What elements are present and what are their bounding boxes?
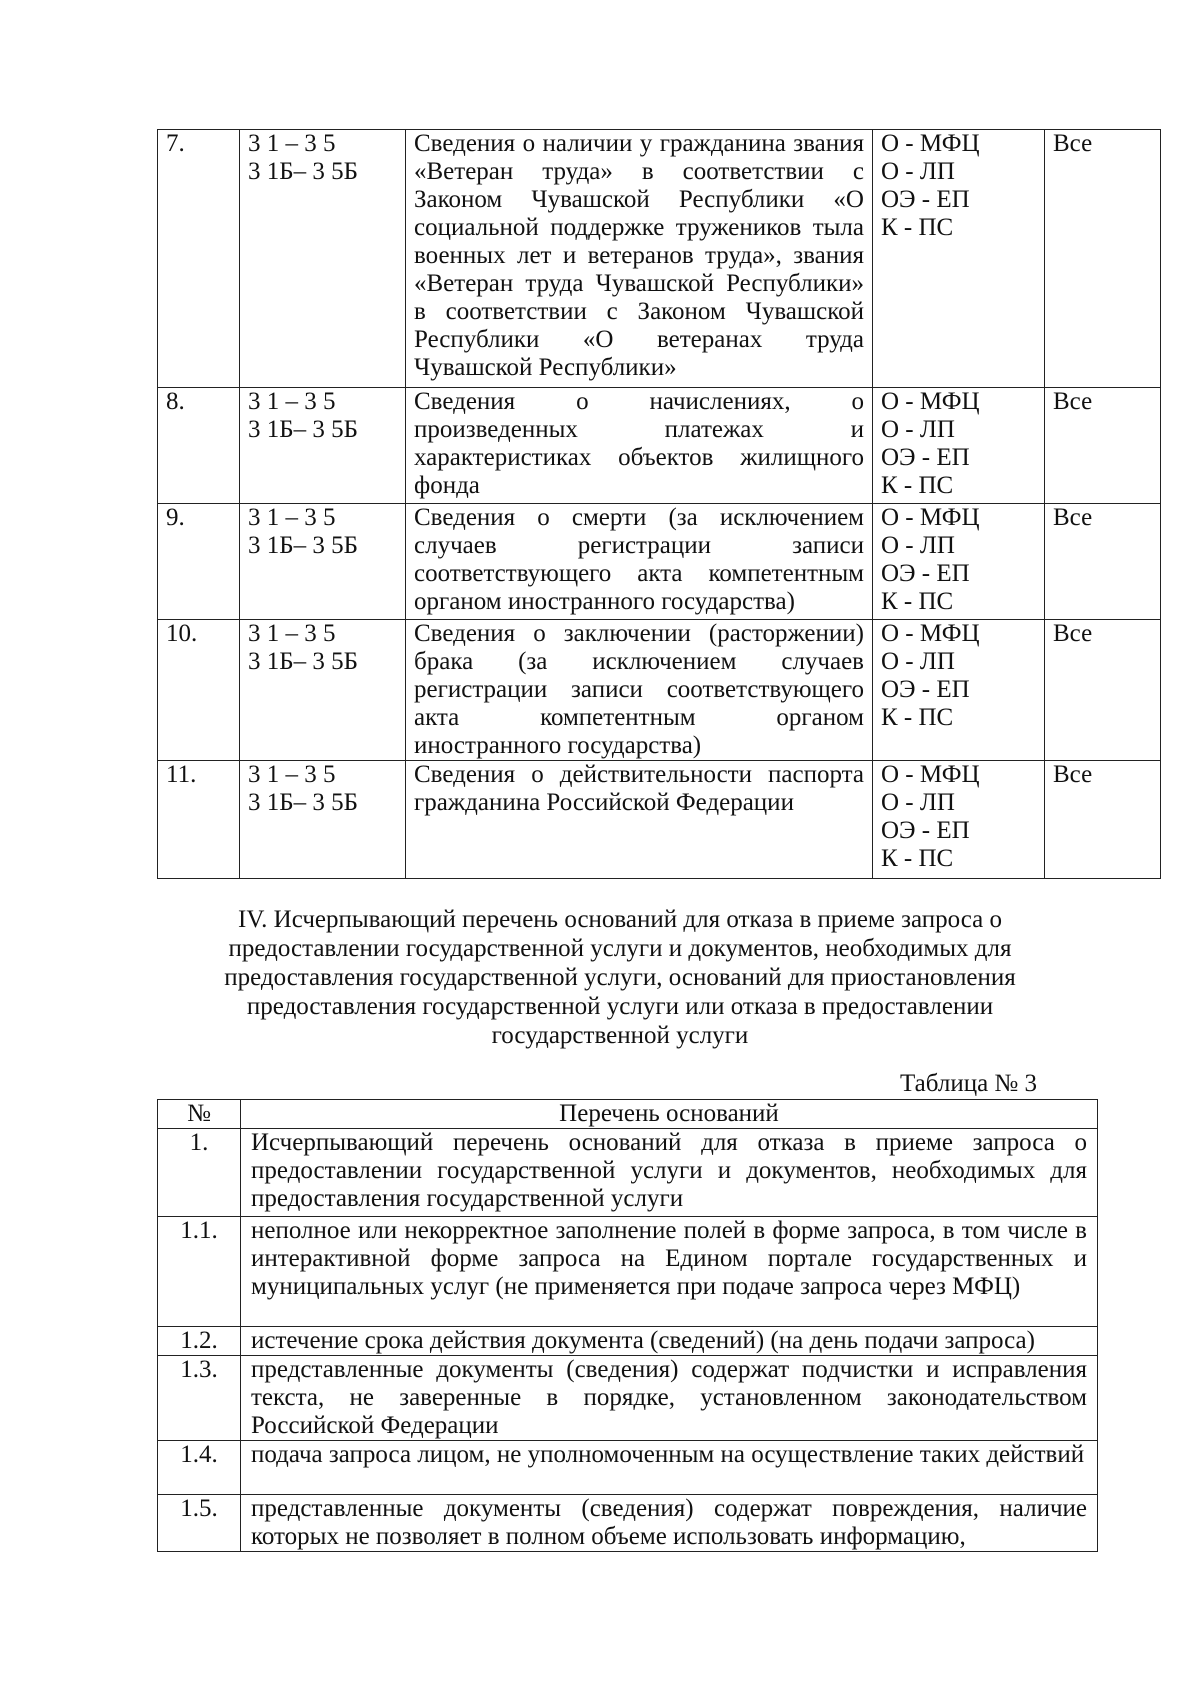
method-item: О - МФЦ: [881, 504, 980, 531]
row-methods: [873, 761, 1045, 879]
row-number: 9.: [158, 504, 240, 620]
table-row: [158, 1129, 1098, 1217]
row-number: 1.: [158, 1129, 241, 1217]
codes-line: 3 1Б– 3 5Б: [248, 789, 358, 816]
row-scope: Все: [1045, 504, 1161, 620]
row-number: 1.5.: [158, 1495, 241, 1552]
method-item: К - ПС: [881, 472, 954, 499]
table-row: [158, 1495, 1098, 1552]
table-row: [158, 1217, 1098, 1327]
method-item: О - МФЦ: [881, 130, 980, 157]
method-item: К - ПС: [881, 214, 954, 241]
row-description: Сведения о наличии у гражданина звания «Ветеран труда» в соответствии с Законом Чувашской Республики «О социальной поддержке тружеников тыла военных лет и ветеранов труда», звания «Ветеран труда Чувашской Республики» в соответствии с Законом Чувашской Республики «О ветеранах труда Чувашской Республики»: [406, 130, 873, 388]
method-item: О - МФЦ: [881, 620, 980, 647]
row-number: 1.4.: [158, 1441, 241, 1495]
row-number: 1.1.: [158, 1217, 241, 1327]
row-description: Сведения о действительности паспорта гражданина Российской Федерации: [406, 761, 873, 879]
method-item: О - ЛП: [881, 648, 955, 675]
method-item: К - ПС: [881, 845, 954, 872]
section-heading: IV. Исчерпывающий перечень оснований для отказа в приеме запроса о предоставлении государственной услуги и документов, необходимых для предоставления государственной услуги, оснований для приостановления предоставления государственной услуги или отказа в предоставлении государственной услуги: [224, 906, 1016, 1049]
codes-line: 3 1 – 3 5: [248, 761, 336, 788]
services-table: [157, 129, 1161, 879]
codes-line: 3 1 – 3 5: [248, 620, 336, 647]
table-row: [158, 388, 1161, 504]
row-scope: Все: [1045, 130, 1161, 388]
table-row: [158, 130, 1161, 388]
table-row: [158, 1356, 1098, 1441]
row-ground-text: истечение срока действия документа (сведений) (на день подачи запроса): [241, 1327, 1098, 1356]
row-description: Сведения о начислениях, о произведенных платежах и характеристиках объектов жилищного фонда: [406, 388, 873, 504]
codes-line: 3 1Б– 3 5Б: [248, 532, 358, 559]
row-codes: [240, 620, 406, 761]
method-item: О - ЛП: [881, 158, 955, 185]
row-ground-text: неполное или некорректное заполнение полей в форме запроса, в том числе в интерактивной форме запроса на Едином портале государственных и муниципальных услуг (не применяется при подаче запроса через МФЦ): [241, 1217, 1098, 1327]
row-number: 11.: [158, 761, 240, 879]
row-ground-text: подача запроса лицом, не уполномоченным на осуществление таких действий: [241, 1441, 1098, 1495]
table-row: [158, 1441, 1098, 1495]
row-methods: [873, 388, 1045, 504]
row-number: 1.3.: [158, 1356, 241, 1441]
table-row: [158, 620, 1161, 761]
codes-line: 3 1 – 3 5: [248, 130, 336, 157]
method-item: О - ЛП: [881, 532, 955, 559]
method-item: К - ПС: [881, 704, 954, 731]
method-item: О - ЛП: [881, 789, 955, 816]
method-item: ОЭ - ЕП: [881, 186, 970, 213]
method-item: К - ПС: [881, 588, 954, 615]
row-number: 8.: [158, 388, 240, 504]
header-grounds: Перечень оснований: [241, 1100, 1098, 1129]
method-item: ОЭ - ЕП: [881, 560, 970, 587]
method-item: ОЭ - ЕП: [881, 676, 970, 703]
row-number: 10.: [158, 620, 240, 761]
method-item: ОЭ - ЕП: [881, 444, 970, 471]
row-description: Сведения о смерти (за исключением случаев регистрации записи соответствующего акта компетентным органом иностранного государства): [406, 504, 873, 620]
codes-line: 3 1Б– 3 5Б: [248, 158, 358, 185]
method-item: О - МФЦ: [881, 388, 980, 415]
row-ground-text: представленные документы (сведения) содержат подчистки и исправления текста, не заверенные в порядке, установленном законодательством Российской Федерации: [241, 1356, 1098, 1441]
refusal-grounds-table: [157, 1099, 1098, 1552]
row-ground-text: Исчерпывающий перечень оснований для отказа в приеме запроса о предоставлении государственной услуги и документов, необходимых для предоставления государственной услуги: [241, 1129, 1098, 1217]
codes-line: 3 1Б– 3 5Б: [248, 648, 358, 675]
row-scope: Все: [1045, 388, 1161, 504]
row-scope: Все: [1045, 620, 1161, 761]
table-caption: Таблица № 3: [900, 1070, 1038, 1097]
table-row: [158, 504, 1161, 620]
table-header-row: [158, 1100, 1098, 1129]
method-item: ОЭ - ЕП: [881, 817, 970, 844]
table-row: [158, 761, 1161, 879]
row-scope: Все: [1045, 761, 1161, 879]
row-ground-text: представленные документы (сведения) содержат повреждения, наличие которых не позволяет в полном объеме использовать информацию,: [241, 1495, 1098, 1552]
table-row: [158, 1327, 1098, 1356]
row-methods: [873, 130, 1045, 388]
codes-line: 3 1 – 3 5: [248, 504, 336, 531]
row-codes: [240, 130, 406, 388]
row-codes: [240, 388, 406, 504]
method-item: О - МФЦ: [881, 761, 980, 788]
row-description: Сведения о заключении (расторжении) брака (за исключением случаев регистрации записи соответствующего акта компетентным органом иностранного государства): [406, 620, 873, 761]
codes-line: 3 1 – 3 5: [248, 388, 336, 415]
method-item: О - ЛП: [881, 416, 955, 443]
row-methods: [873, 504, 1045, 620]
row-methods: [873, 620, 1045, 761]
row-codes: [240, 761, 406, 879]
row-codes: [240, 504, 406, 620]
codes-line: 3 1Б– 3 5Б: [248, 416, 358, 443]
row-number: 7.: [158, 130, 240, 388]
row-number: 1.2.: [158, 1327, 241, 1356]
header-num: №: [158, 1100, 241, 1129]
